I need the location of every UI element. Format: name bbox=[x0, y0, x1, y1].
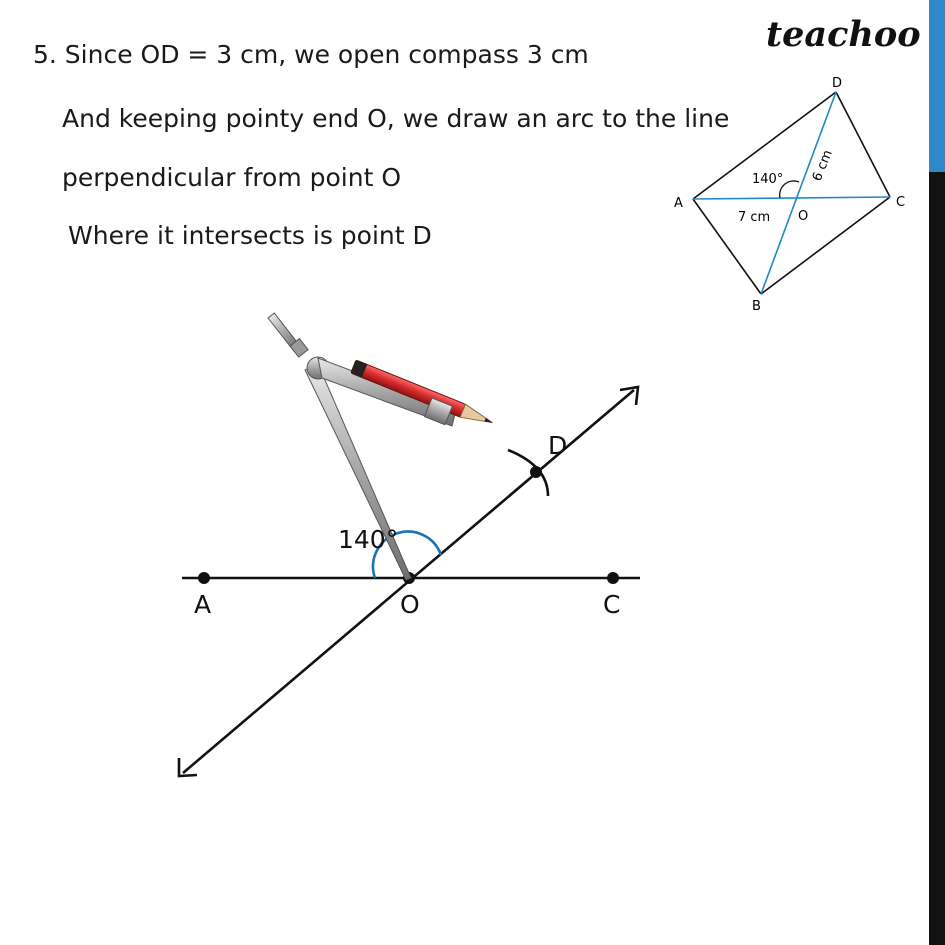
label-d: D bbox=[548, 431, 568, 460]
ref-angle-label: 140° bbox=[752, 172, 784, 187]
ref-label-b: B bbox=[752, 299, 761, 312]
ref-side-ac-label: 7 cm bbox=[738, 210, 771, 225]
ref-label-a: A bbox=[674, 196, 683, 211]
step-line-4: Where it intersects is point D bbox=[68, 221, 432, 250]
point-c bbox=[607, 572, 619, 584]
arrowhead-upper bbox=[620, 387, 638, 405]
label-a: A bbox=[194, 590, 212, 619]
teachoo-logo: teachoo bbox=[766, 14, 921, 55]
label-o: O bbox=[400, 590, 420, 619]
point-a bbox=[198, 572, 210, 584]
ref-label-d: D bbox=[832, 76, 843, 91]
label-c: C bbox=[603, 590, 621, 619]
arrowhead-lower bbox=[179, 758, 197, 776]
step-line-1: 5. Since OD = 3 cm, we open compass 3 cm bbox=[33, 40, 589, 69]
ref-label-o: O bbox=[798, 209, 809, 224]
angle-label-140: 140° bbox=[338, 525, 399, 554]
point-d bbox=[530, 466, 542, 478]
step-line-3: perpendicular from point O bbox=[62, 163, 402, 192]
compass-arc bbox=[508, 450, 548, 496]
ref-side-bd-label: 6 cm bbox=[809, 148, 836, 184]
step-line-2: And keeping pointy end O, we draw an arc to the line bbox=[62, 104, 730, 133]
ref-label-c: C bbox=[896, 195, 906, 210]
